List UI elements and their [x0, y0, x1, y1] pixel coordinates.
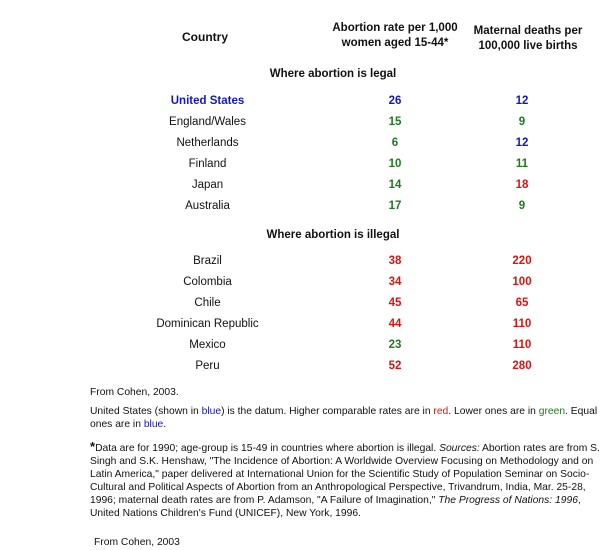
abortion-rate-cell: 52	[388, 360, 402, 372]
table-row	[0, 179, 605, 195]
footnote-text-1: Data are for 1990; age-group is 15-49 in countries where abortion is illegal.	[95, 443, 440, 454]
country-cell: Chile	[194, 297, 221, 309]
table-row	[0, 297, 605, 313]
table-row	[0, 95, 605, 111]
table-row	[0, 360, 605, 376]
country-cell: Colombia	[183, 276, 232, 288]
maternal-deaths-cell: 220	[512, 255, 532, 267]
abortion-rate-cell: 45	[388, 297, 402, 309]
maternal-deaths-cell: 9	[518, 200, 526, 212]
maternal-deaths-cell: 12	[515, 137, 529, 149]
footnote-text-2: Abortion rates are from S. Singh and S.K. Henshaw, "The Incidence of Abortion: A Worldwide Overview Focusing on Methodology and on Latin America," paper delivered at International Union for the Scientific Study of Population Seminar on Socio-Cultural and Political Aspects of Abortion from an Anthropological Perspective, Trivandrum, India, Mar. 25-28, 1996; maternal death rates are from P. Adamson, "A Failure of Imagination,"	[90, 443, 600, 506]
maternal-deaths-cell: 12	[515, 95, 529, 107]
maternal-deaths-cell: 11	[515, 158, 529, 170]
country-cell: Mexico	[189, 339, 226, 351]
table-row	[0, 158, 605, 174]
footnote-text-3: , United Nations Children's Fund (UNICEF), New York, 1996.	[90, 495, 581, 519]
table-row	[0, 137, 605, 153]
datum-word-green: green	[538, 406, 566, 417]
table-row	[0, 116, 605, 132]
datum-text-4: . Equal ones are in	[90, 406, 598, 430]
maternal-deaths-cell: 9	[518, 116, 526, 128]
section-heading-legal: Where abortion is legal	[269, 68, 397, 80]
table-row	[0, 339, 605, 355]
table-row	[0, 318, 605, 334]
abortion-rate-cell: 38	[388, 255, 402, 267]
datum-text-1: United States (shown in	[90, 406, 202, 417]
maternal-deaths-cell: 280	[512, 360, 532, 372]
maternal-deaths-cell: 65	[515, 297, 529, 309]
footnote-marker: *	[90, 439, 96, 454]
datum-word-red: red	[433, 406, 449, 417]
country-cell: Netherlands	[176, 137, 239, 149]
country-cell: Japan	[191, 179, 224, 191]
datum-text-2: ) is the datum. Higher comparable rates are in	[221, 406, 434, 417]
country-cell: England/Wales	[169, 116, 246, 128]
country-cell: Peru	[195, 360, 220, 372]
maternal-deaths-cell: 110	[512, 318, 532, 330]
table-row	[0, 200, 605, 216]
country-cell: Finland	[188, 158, 227, 170]
datum-word-blue-2: blue	[143, 419, 164, 430]
footnote-sources-label: Sources:	[439, 443, 480, 454]
abortion-rate-cell: 26	[388, 95, 402, 107]
country-cell: Australia	[185, 200, 230, 212]
column-header-abortion-rate	[320, 21, 470, 51]
abortion-rate-cell: 15	[388, 116, 402, 128]
abortion-rate-cell: 14	[388, 179, 402, 191]
footnote-publication-title: The Progress of Nations: 1996	[438, 495, 578, 506]
datum-text-5: .	[163, 419, 167, 430]
maternal-deaths-cell: 110	[512, 339, 532, 351]
maternal-deaths-cell: 18	[515, 179, 529, 191]
column-header-maternal-deaths: Maternal deaths per 100,000 live births	[473, 25, 583, 52]
datum-explanation	[90, 405, 600, 431]
table-row	[0, 255, 605, 271]
country-cell: United States	[170, 95, 245, 107]
datum-text-3: . Lower ones are in	[448, 406, 539, 417]
footnote	[90, 440, 600, 520]
section-heading-illegal: Where abortion is illegal	[266, 229, 400, 241]
abortion-rate-cell: 34	[388, 276, 402, 288]
abortion-rate-cell: 17	[388, 200, 402, 212]
abortion-rate-cell: 6	[391, 137, 399, 149]
column-header-country: Country	[182, 30, 228, 44]
abortion-rate-header-text: Abortion rate per 1,000 women aged 15-44*	[332, 22, 458, 49]
abortion-rate-cell: 44	[388, 318, 402, 330]
datum-word-blue: blue	[201, 406, 222, 417]
country-cell: Brazil	[193, 255, 222, 267]
abortion-rate-cell: 23	[388, 339, 402, 351]
maternal-deaths-cell: 100	[512, 276, 532, 288]
source-note-bottom: From Cohen, 2003	[94, 537, 180, 548]
abortion-rate-cell: 10	[388, 158, 402, 170]
country-cell: Dominican Republic	[156, 318, 259, 330]
table-row	[0, 276, 605, 292]
source-note-top: From Cohen, 2003.	[90, 387, 179, 398]
